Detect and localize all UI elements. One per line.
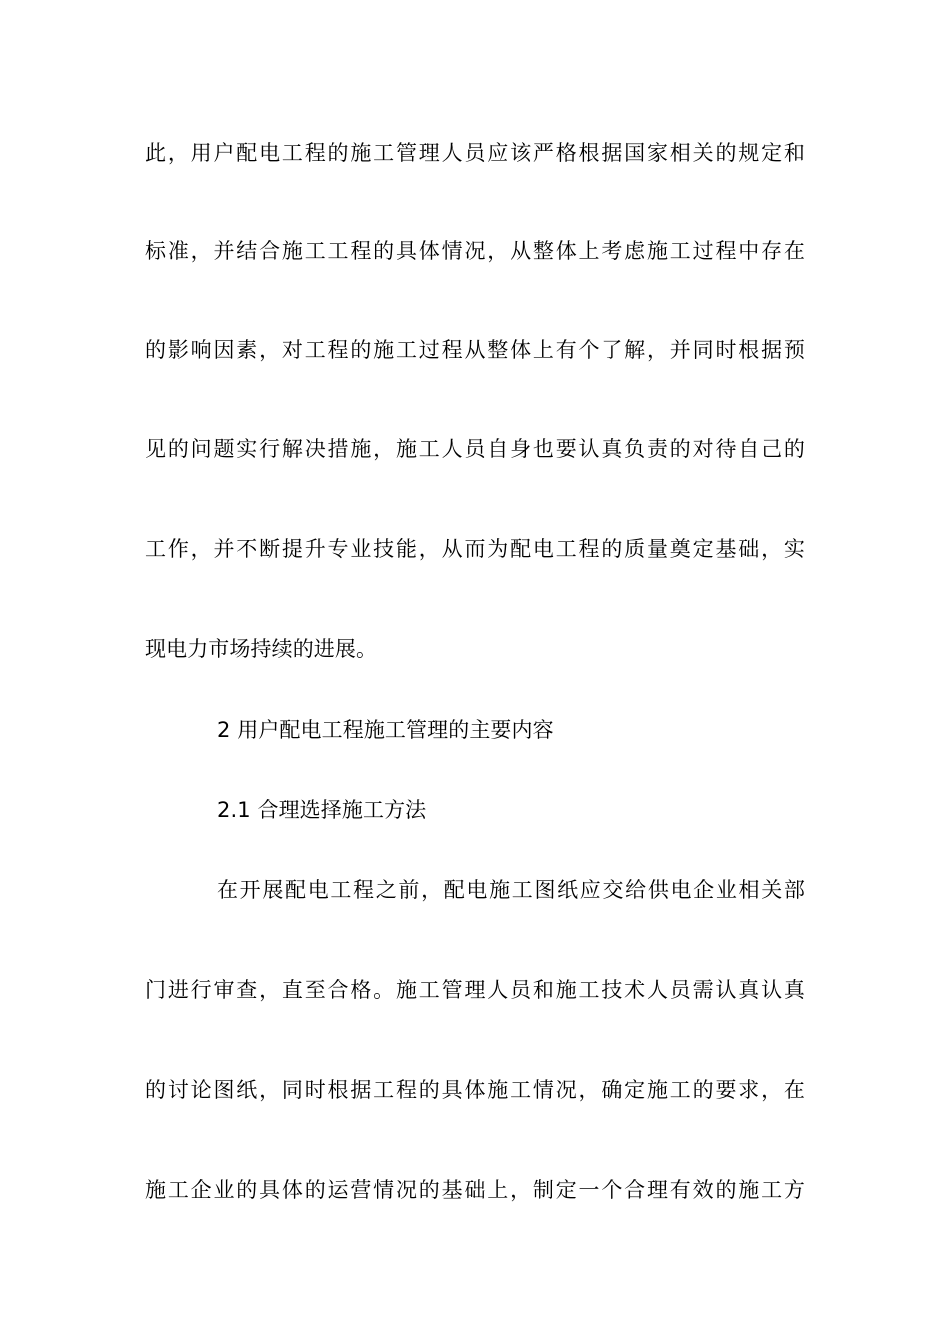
paragraph-line: 此，用户配电工程的施工管理人员应该严格根据国家相关的规定和 (145, 141, 805, 165)
paragraph-line: 现电力市场持续的进展。 (145, 637, 378, 661)
section-heading: 2 用户配电工程施工管理的主要内容 (217, 718, 554, 742)
paragraph-line: 门进行审查，直至合格。施工管理人员和施工技术人员需认真认真 (145, 978, 805, 1002)
paragraph-line: 施工企业的具体的运营情况的基础上，制定一个合理有效的施工方 (145, 1178, 805, 1202)
paragraph-line: 见的问题实行解决措施，施工人员自身也要认真负责的对待自己的 (145, 437, 805, 461)
paragraph-line: 标准，并结合施工工程的具体情况，从整体上考虑施工过程中存在 (145, 239, 805, 263)
paragraph-line: 工作，并不断提升专业技能，从而为配电工程的质量奠定基础，实 (145, 537, 805, 561)
subsection-heading: 2.1 合理选择施工方法 (217, 798, 427, 822)
paragraph-line: 的影响因素，对工程的施工过程从整体上有个了解，并同时根据预 (145, 338, 805, 362)
paragraph-line: 在开展配电工程之前，配电施工图纸应交给供电企业相关部 (217, 878, 805, 902)
paragraph-line: 的讨论图纸，同时根据工程的具体施工情况，确定施工的要求，在 (145, 1078, 805, 1102)
